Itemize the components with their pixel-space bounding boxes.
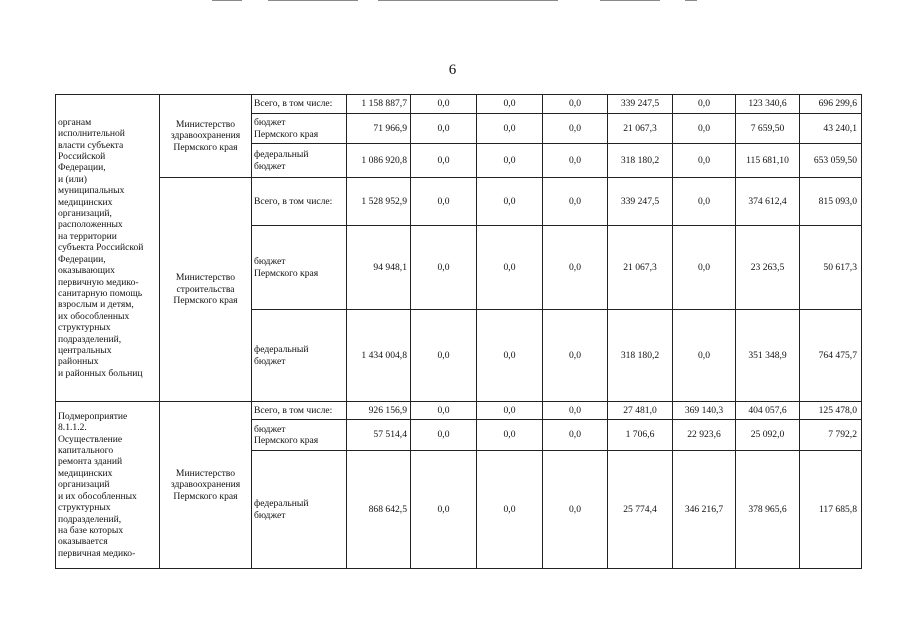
amount-cell: 351 348,9 [736, 310, 800, 402]
amount-cell: 653 059,50 [800, 144, 862, 178]
amount-cell: 21 067,3 [608, 114, 673, 144]
amount-cell: 0,0 [411, 402, 477, 420]
activity-description-line: Российской [58, 151, 106, 163]
funding-source-line: бюджет [254, 117, 286, 129]
funding-source-cell [252, 420, 347, 451]
total-amount-cell: 57 514,4 [347, 420, 411, 451]
amount-cell: 0,0 [543, 178, 608, 226]
total-amount-cell: 1 086 920,8 [347, 144, 411, 178]
ministry-name-line: Министерство [175, 467, 236, 479]
amount-cell: 0,0 [477, 451, 543, 569]
total-amount-cell: 926 156,9 [347, 402, 411, 420]
page-number: 6 [448, 62, 457, 78]
amount-cell: 0,0 [477, 402, 543, 420]
activity-description-cell [56, 402, 160, 569]
activity-description-line: подразделений, [58, 513, 122, 525]
funding-source-line: бюджет [254, 160, 286, 172]
amount-cell: 374 612,4 [736, 178, 800, 226]
activity-description-line: Федерации, [58, 162, 106, 174]
amount-cell: 0,0 [411, 451, 477, 569]
amount-cell: 0,0 [673, 226, 736, 310]
total-amount-cell: 94 948,1 [347, 226, 411, 310]
activity-description-line: организаций, [58, 208, 112, 220]
scan-edge-line [268, 0, 358, 1]
activity-description-line: муниципальных [58, 185, 125, 197]
funding-source-cell [252, 95, 347, 114]
amount-cell: 125 478,0 [800, 402, 862, 420]
funding-source-line: Всего, в том числе: [254, 195, 333, 207]
amount-cell: 0,0 [477, 178, 543, 226]
ministry-name-line: здравоохранения [170, 479, 241, 491]
amount-cell: 339 247,5 [608, 178, 673, 226]
ministry-name-line: Пермского края [173, 295, 238, 307]
funding-source-cell [252, 402, 347, 420]
amount-cell: 369 140,3 [673, 402, 736, 420]
activity-description-line: капитального [58, 445, 114, 457]
activity-description-line: центральных [58, 344, 112, 356]
activity-description-line: исполнительной [58, 128, 125, 140]
activity-description-line: их обособленных [58, 310, 130, 322]
activity-description-line: расположенных [58, 219, 123, 231]
ministry-name-line: Пермского края [173, 141, 238, 153]
amount-cell: 0,0 [673, 178, 736, 226]
amount-cell: 0,0 [673, 144, 736, 178]
activity-description-line: на базе которых [58, 524, 124, 536]
funding-source-line: Всего, в том числе: [254, 98, 333, 110]
funding-source-line: бюджет [254, 423, 286, 435]
funding-source-line: Пермского края [254, 128, 319, 140]
amount-cell: 23 263,5 [736, 226, 800, 310]
table-row [56, 178, 862, 226]
funding-source-cell [252, 114, 347, 144]
amount-cell: 0,0 [543, 114, 608, 144]
activity-description-line: на территории [58, 230, 117, 242]
activity-description-line: Федерации, [58, 253, 106, 265]
funding-source-line: федеральный [254, 149, 309, 161]
amount-cell: 318 180,2 [608, 310, 673, 402]
amount-cell: 696 299,6 [800, 95, 862, 114]
scan-edge-line [212, 0, 242, 1]
amount-cell: 50 617,3 [800, 226, 862, 310]
amount-cell: 0,0 [543, 402, 608, 420]
amount-cell: 0,0 [543, 420, 608, 451]
scan-edge-line [378, 0, 558, 1]
ministry-cell [160, 178, 252, 402]
budget-table [55, 94, 862, 569]
funding-source-line: бюджет [254, 509, 286, 521]
activity-description-cell [56, 95, 160, 402]
activity-description-line: Подмероприятие [58, 410, 128, 422]
amount-cell: 0,0 [411, 420, 477, 451]
table-row [56, 95, 862, 114]
amount-cell: 43 240,1 [800, 114, 862, 144]
funding-source-line: бюджет [254, 355, 286, 367]
amount-cell: 0,0 [477, 310, 543, 402]
activity-description-line: и (или) [58, 173, 87, 185]
ministry-name-line: Пермского края [173, 490, 238, 502]
funding-source-cell [252, 310, 347, 402]
scan-edge-line [685, 0, 697, 1]
amount-cell: 21 067,3 [608, 226, 673, 310]
activity-description-line: субъекта Российской [58, 242, 144, 254]
activity-description-line: районных [58, 356, 99, 368]
amount-cell: 0,0 [411, 226, 477, 310]
amount-cell: 0,0 [411, 178, 477, 226]
ministry-cell [160, 402, 252, 569]
activity-description-line: первичную медико- [58, 276, 139, 288]
amount-cell: 0,0 [673, 310, 736, 402]
funding-source-cell [252, 144, 347, 178]
amount-cell: 404 057,6 [736, 402, 800, 420]
ministry-cell [160, 95, 252, 178]
amount-cell: 117 685,8 [800, 451, 862, 569]
amount-cell: 25 092,0 [736, 420, 800, 451]
funding-source-line: бюджет [254, 256, 286, 268]
activity-description-line: 8.1.1.2. [58, 422, 87, 434]
amount-cell: 0,0 [673, 114, 736, 144]
ministry-name-line: Министерство [175, 272, 236, 284]
amount-cell: 815 093,0 [800, 178, 862, 226]
total-amount-cell: 1 158 887,7 [347, 95, 411, 114]
funding-source-line: Пермского края [254, 267, 319, 279]
amount-cell: 0,0 [477, 95, 543, 114]
total-amount-cell: 868 642,5 [347, 451, 411, 569]
funding-source-cell [252, 451, 347, 569]
amount-cell: 22 923,6 [673, 420, 736, 451]
activity-description-line: и районных больниц [58, 367, 143, 379]
total-amount-cell: 1 528 952,9 [347, 178, 411, 226]
amount-cell: 378 965,6 [736, 451, 800, 569]
ministry-name-line: здравоохранения [170, 130, 241, 142]
activity-description-line: оказывается [58, 536, 108, 548]
amount-cell: 764 475,7 [800, 310, 862, 402]
amount-cell: 0,0 [477, 144, 543, 178]
amount-cell: 0,0 [411, 310, 477, 402]
amount-cell: 0,0 [411, 114, 477, 144]
amount-cell: 0,0 [673, 95, 736, 114]
total-amount-cell: 71 966,9 [347, 114, 411, 144]
activity-description-line: органам [58, 116, 92, 128]
total-amount-cell: 1 434 004,8 [347, 310, 411, 402]
amount-cell: 123 340,6 [736, 95, 800, 114]
amount-cell: 115 681,10 [736, 144, 800, 178]
activity-description-line: медицинских [58, 196, 113, 208]
ministry-name-line: строительства [176, 283, 235, 295]
activity-description-line: Осуществление [58, 433, 123, 445]
amount-cell: 0,0 [477, 226, 543, 310]
activity-description-line: организаций [58, 479, 110, 491]
amount-cell: 0,0 [543, 451, 608, 569]
activity-description-line: санитарную помощь [58, 287, 143, 299]
amount-cell: 0,0 [543, 226, 608, 310]
amount-cell: 346 216,7 [673, 451, 736, 569]
amount-cell: 0,0 [411, 144, 477, 178]
ministry-name-line: Министерство [175, 118, 236, 130]
amount-cell: 27 481,0 [608, 402, 673, 420]
amount-cell: 0,0 [543, 95, 608, 114]
amount-cell: 339 247,5 [608, 95, 673, 114]
scan-edge-line [600, 0, 660, 1]
funding-source-line: Пермского края [254, 435, 319, 446]
activity-description-line: медицинских [58, 467, 113, 479]
activity-description-line: ремонта зданий [58, 456, 123, 468]
amount-cell: 0,0 [543, 310, 608, 402]
funding-source-cell [252, 178, 347, 226]
amount-cell: 318 180,2 [608, 144, 673, 178]
activity-description-line: структурных [58, 322, 111, 334]
activity-description-line: первичная медико- [58, 547, 136, 559]
funding-source-cell [252, 226, 347, 310]
funding-source-line: Всего, в том числе: [254, 404, 333, 416]
amount-cell: 25 774,4 [608, 451, 673, 569]
amount-cell: 0,0 [477, 114, 543, 144]
amount-cell: 0,0 [411, 95, 477, 114]
activity-description-line: структурных [58, 502, 111, 514]
amount-cell: 7 659,50 [736, 114, 800, 144]
activity-description-line: оказывающих [58, 265, 115, 277]
funding-source-line: федеральный [254, 498, 309, 510]
activity-description-line: взрослым и детям, [58, 299, 134, 311]
activity-description-line: подразделений, [58, 333, 122, 345]
amount-cell: 0,0 [543, 144, 608, 178]
amount-cell: 0,0 [477, 420, 543, 451]
activity-description-line: и их обособленных [58, 490, 137, 502]
table-row [56, 402, 862, 420]
activity-description-line: власти субъекта [58, 139, 124, 151]
amount-cell: 1 706,6 [608, 420, 673, 451]
funding-source-line: федеральный [254, 344, 309, 356]
amount-cell: 7 792,2 [800, 420, 862, 451]
